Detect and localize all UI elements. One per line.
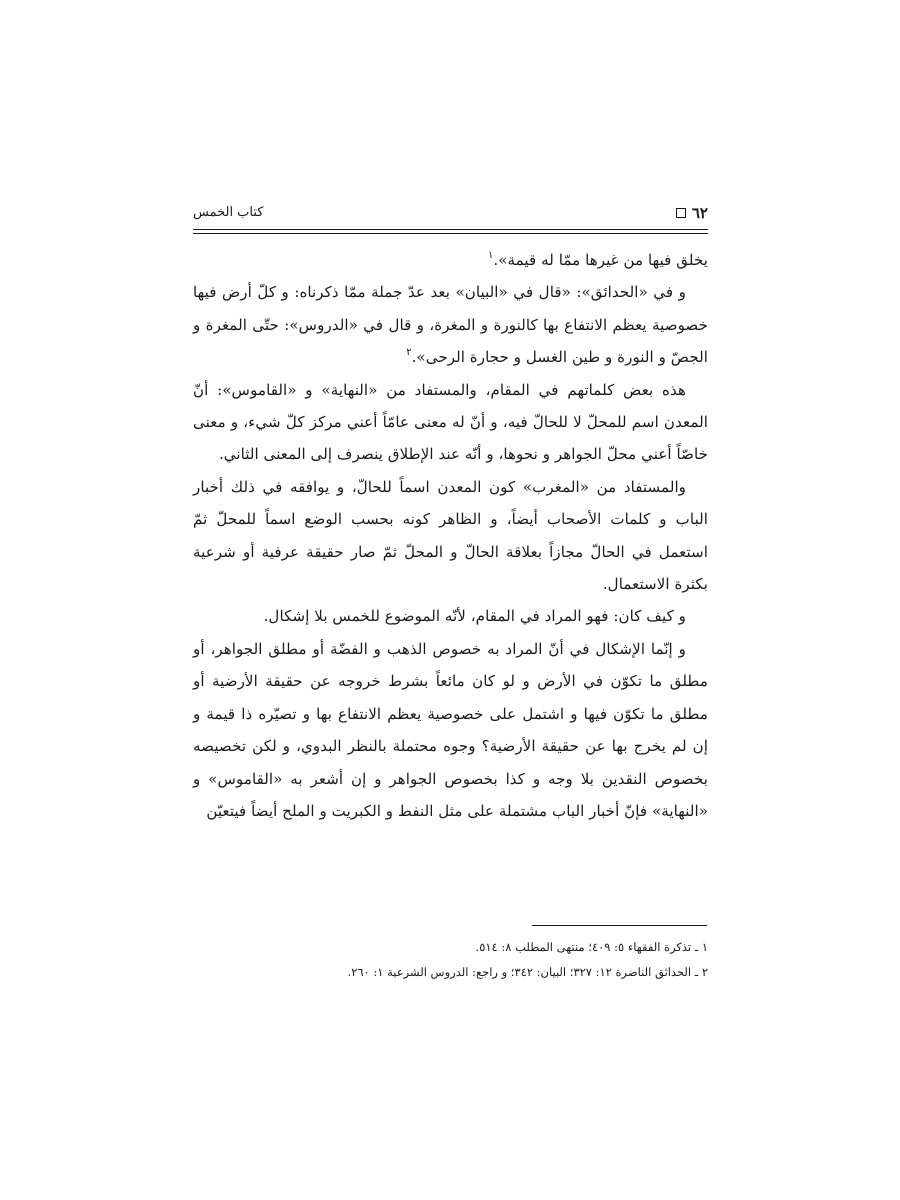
main-text — [193, 244, 708, 827]
paragraph-3 — [193, 374, 708, 471]
page-number-group — [676, 204, 708, 222]
paragraph-text: و في «الحدائق»: «قال في «البيان» بعد عدّ جملة ممّا ذكرناه: و كلّ أرض فيها خصوصية يعظم الانتفاع بها كالنورة و المغرة، و قال في «الدروس»: حتّى المغرة و الجصّ و النورة و طين الغسل و حجارة الرحى». — [193, 283, 708, 367]
paragraph-text: يخلق فيها من غيرها ممّا له قيمة». — [493, 251, 708, 269]
page-number: ٦٢ — [691, 204, 708, 222]
footnote-2: ٢ ـ الحدائق الناضرة ١٢: ٣٢٧؛ البيان: ٣٤٢؛ و راجع: الدروس الشرعية ١: ٢٦٠. — [347, 965, 708, 979]
footnote-1: ١ ـ تذكرة الفقهاء ٥: ٤٠٩؛ منتهى المطلب ٨: ٥١٤. — [475, 940, 708, 954]
paragraph-6 — [193, 633, 708, 827]
paragraph-text: و كيف كان: فهو المراد في المقام، لأنّه الموضوع للخمس بلا إشكال. — [263, 607, 686, 626]
footnote-separator — [532, 925, 707, 926]
paragraph-2 — [193, 276, 708, 373]
paragraph-text: هذه بعض كلماتهم في المقام، والمستفاد من «النهاية» و «القاموس»: أنّ المعدن اسم للمحلّ لا للحالّ فيه، و أنّ له معنى عامّاً أعني مركز كلّ شيء، و معنى خاصّاً أعني محلّ الجواهر و نحوها، و أنّه عند الإطلاق ينصرف إلى المعنى الثاني. — [193, 380, 708, 464]
paragraph-5 — [193, 600, 708, 632]
running-title: كتاب الخمس — [193, 205, 264, 220]
square-box-icon — [676, 208, 686, 218]
page-header — [193, 204, 708, 224]
paragraph-text: والمستفاد من «المغرب» كون المعدن اسماً للحالّ، و يوافقه في ذلك أخبار الباب و كلمات الأصحاب أيضاً، و الظاهر كونه بحسب الوضع اسماً للمحلّ ثمّ استعمل في الحالّ مجازاً بعلاقة الحالّ و المحلّ ثمّ صار حقيقة عرفية أو شرعية بكثرة الاستعمال. — [193, 477, 708, 594]
paragraph-text: و إنّما الإشكال في أنّ المراد به خصوص الذهب و الفضّة أو مطلق الجواهر، أو مطلق ما تكوّن في الأرض و لو كان مائعاً بشرط خروجه عن حقيقة الأرضية أو مطلق ما تكوّن فيها و اشتمل على خصوصية يعظم الانتفاع بها و تصيّره ذا قيمة و إن لم يخرج بها عن حقيقة الأرضية؟ وجوه محتملة بالنظر البدوي، و لكن تخصيصه بخصوص النقدين بلا وجه و كذا بخصوص الجواهر و إن أشعر به «القاموس» و «النهاية» فإنّ أخبار الباب مشتملة على مثل النفط و الكبريت و الملح أيضاً فيتعيّن — [193, 639, 708, 820]
footnote-marker[interactable]: ٢ — [406, 347, 412, 359]
footnote-marker[interactable]: ١ — [488, 250, 494, 261]
footnotes — [193, 935, 708, 985]
header-rule — [193, 229, 708, 230]
paragraph-4 — [193, 471, 708, 601]
paragraph-1 — [193, 244, 708, 276]
header-rule-double — [193, 233, 708, 234]
